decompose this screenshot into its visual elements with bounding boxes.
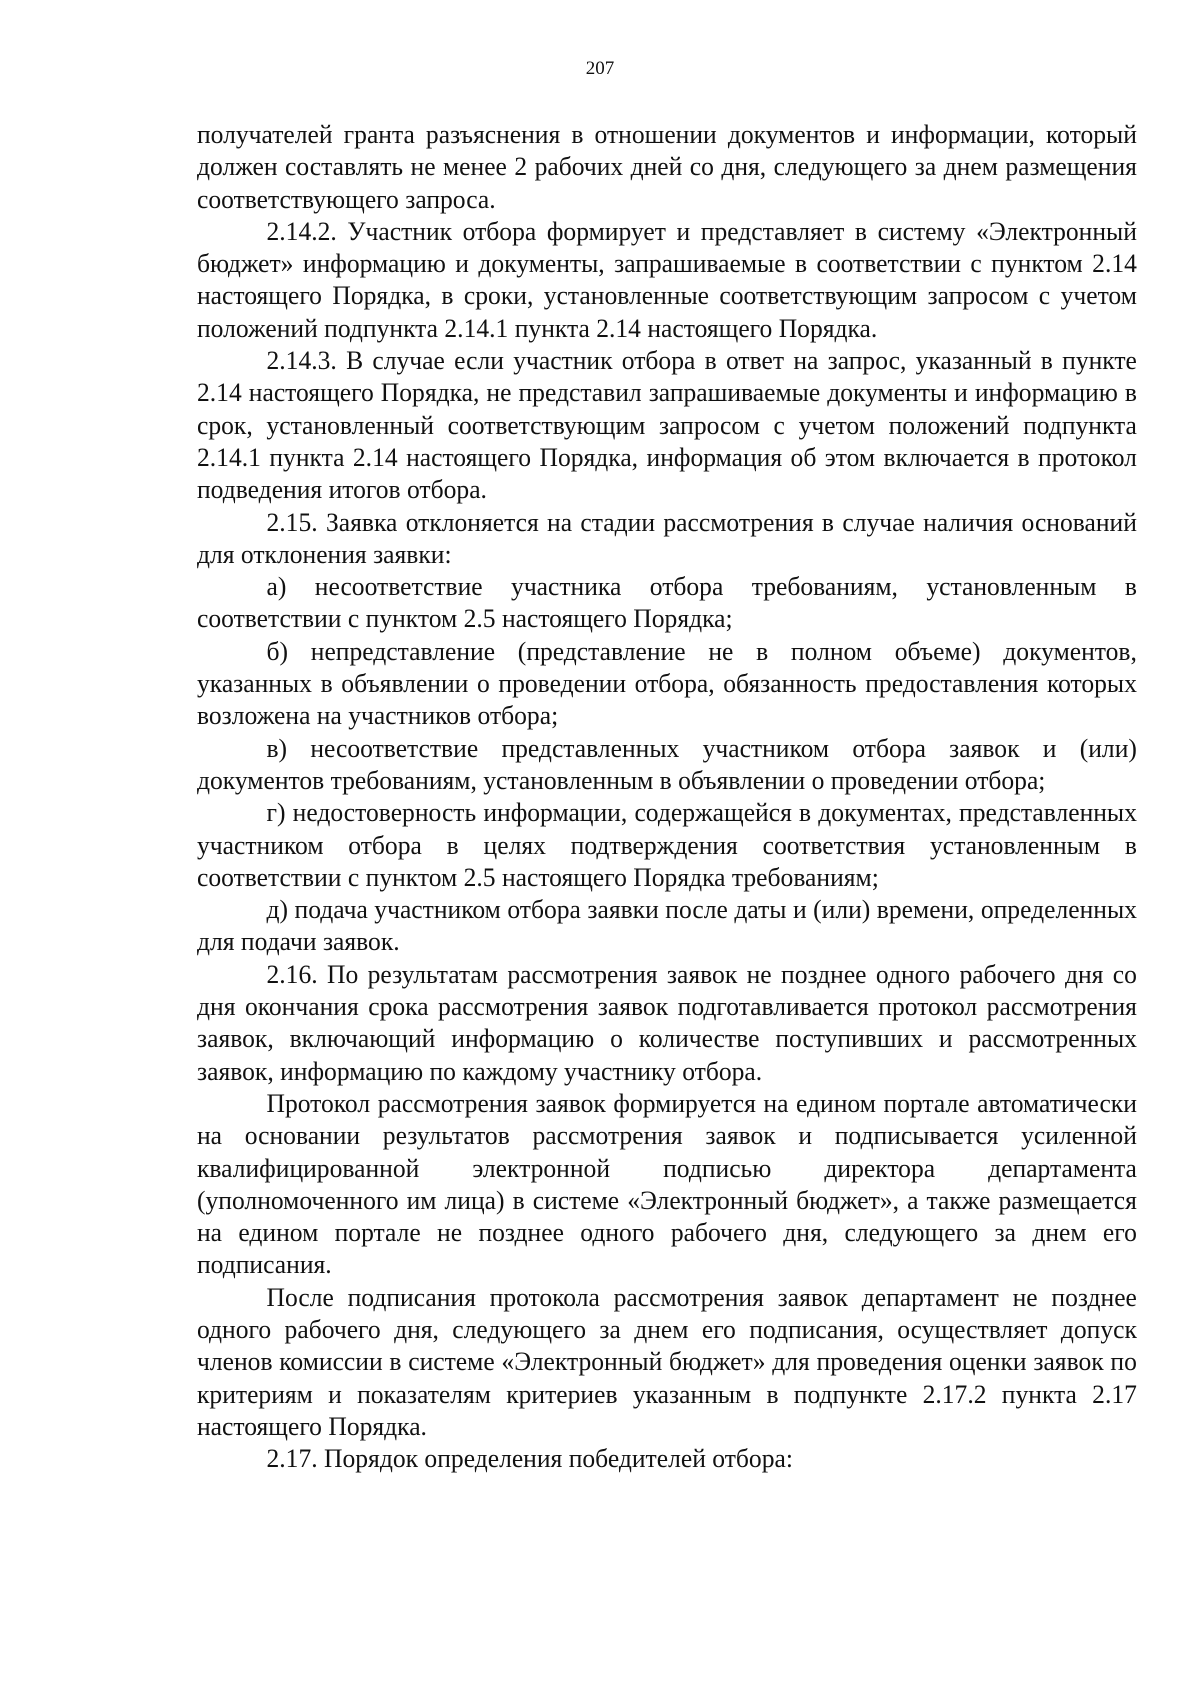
paragraph-2-15: 2.15. Заявка отклоняется на стадии рассмотрения в случае наличия оснований для отклонения заявки: [197,506,1137,569]
paragraph-2-14-2: 2.14.2. Участник отбора формирует и представляет в систему «Электронный бюджет» информацию и документы, запрашиваемые в соответствии с пунктом 2.14 настоящего Порядка, в сроки, установленные соответствующим запросом с учетом положений подпункта 2.14.1 пункта 2.14 настоящего Порядка. [197,215,1137,343]
paragraph-protocol: Протокол рассмотрения заявок формируется на едином портале автоматически на основании результатов рассмотрения заявок и подписывается усиленной квалифицированной электронной подписью директора департамента (уполномоченного им лица) в системе «Электронный бюджет», а также размещается на едином портале не позднее одного рабочего дня, следующего за днем его подписания. [197,1087,1137,1280]
page-number: 207 [585,58,615,79]
paragraph-2-16: 2.16. По результатам рассмотрения заявок не позднее одного рабочего дня со дня окончания срока рассмотрения заявок подготавливается протокол рассмотрения заявок, включающий информацию о количестве поступивших и рассмотренных заявок, информацию по каждому участнику отбора. [197,958,1137,1086]
document-body [197,118,1137,1474]
list-item-a: а) несоответствие участника отбора требованиям, установленным в соответствии с пунктом 2.5 настоящего Порядка; [197,571,1137,634]
paragraph-2-14-3: 2.14.3. В случае если участник отбора в ответ на запрос, указанный в пункте 2.14 настоящего Порядка, не представил запрашиваемые документы и информацию в срок, установленный соответствующим запросом с учетом положений подпункта 2.14.1 пункта 2.14 настоящего Порядка, информация об этом включается в протокол подведения итогов отбора. [197,345,1137,505]
list-item-b: б) непредставление (представление не в полном объеме) документов, указанных в объявлении о проведении отбора, обязанность предоставления которых возложена на участников отбора; [197,635,1137,731]
paragraph-2-17: 2.17. Порядок определения победителей отбора: [266,1443,793,1474]
list-item-d: д) подача участником отбора заявки после даты и (или) времени, определенных для подачи заявок. [197,894,1137,957]
list-item-v: в) несоответствие представленных участником отбора заявок и (или) документов требованиям, установленным в объявлении о проведении отбора; [197,732,1137,795]
paragraph-continuation: получателей гранта разъяснения в отношении документов и информации, который должен составлять не менее 2 рабочих дней со дня, следующего за днем размещения соответствующего запроса. [197,119,1137,214]
list-item-g: г) недостоверность информации, содержащейся в документах, представленных участником отбора в целях подтверждения соответствия установленным в соответствии с пунктом 2.5 настоящего Порядка требованиям; [197,797,1137,892]
paragraph-after-signing: После подписания протокола рассмотрения заявок департамент не позднее одного рабочего дня, следующего за днем его подписания, осуществляет допуск членов комиссии в системе «Электронный бюджет» для проведения оценки заявок по критериям и показателям критериев указанным в подпункте 2.17.2 пункта 2.17 настоящего Порядка. [197,1281,1137,1441]
